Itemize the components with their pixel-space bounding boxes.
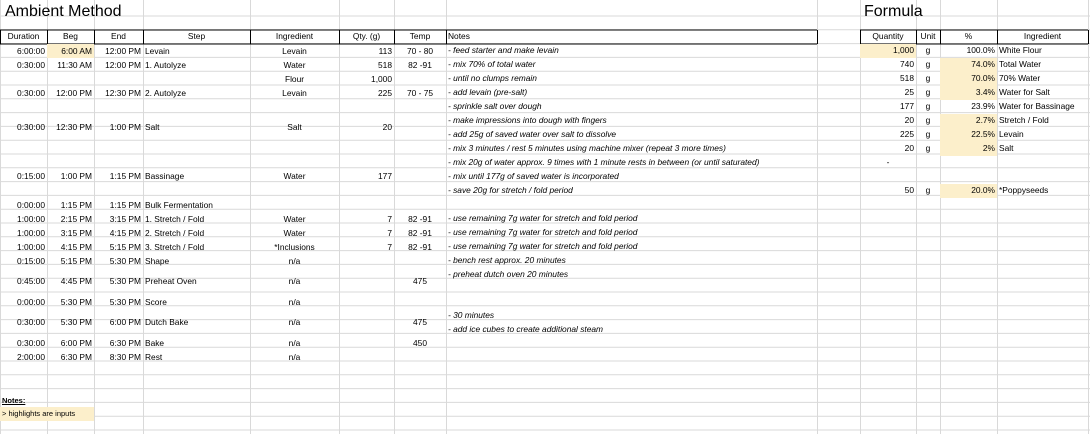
- ingredient-cell[interactable]: Salt: [287, 122, 302, 132]
- beg-cell[interactable]: 6:00 PM: [60, 338, 92, 348]
- duration-cell[interactable]: 1:00:00: [17, 214, 45, 224]
- step-cell[interactable]: Salt: [145, 122, 160, 132]
- temp-cell[interactable]: [394, 100, 446, 155]
- note-cell[interactable]: - add 25g of saved water over salt to dissolve: [448, 129, 617, 139]
- duration-cell[interactable]: 2:00:00: [17, 352, 45, 362]
- formula-pct-cell[interactable]: 100.0%: [966, 45, 995, 55]
- temp-cell[interactable]: [394, 295, 446, 309]
- qty-cell[interactable]: [339, 295, 394, 309]
- ingredient-cell[interactable]: Water: [283, 60, 306, 70]
- temp-cell[interactable]: [394, 198, 446, 212]
- formula-quantity-cell[interactable]: -: [886, 157, 890, 167]
- formula-unit-cell[interactable]: [916, 156, 940, 170]
- duration-cell[interactable]: 0:30:00: [17, 338, 45, 348]
- beg-cell[interactable]: 1:00 PM: [60, 171, 92, 181]
- formula-quantity-cell[interactable]: 50: [904, 185, 914, 195]
- end-cell[interactable]: 5:30 PM: [109, 297, 141, 307]
- step-cell[interactable]: Bake: [145, 338, 165, 348]
- note-cell[interactable]: - preheat dutch oven 20 minutes: [448, 269, 569, 279]
- beg-cell[interactable]: 3:15 PM: [60, 228, 92, 238]
- note-cell[interactable]: - use remaining 7g water for stretch and fold period: [448, 241, 638, 251]
- duration-cell[interactable]: 0:15:00: [17, 171, 45, 181]
- ingredient-cell[interactable]: Water: [283, 228, 306, 238]
- duration-cell[interactable]: 0:45:00: [17, 276, 45, 286]
- end-cell[interactable]: 1:15 PM: [109, 171, 141, 181]
- beg-cell[interactable]: 1:15 PM: [60, 200, 92, 210]
- header-step: Step: [187, 31, 206, 41]
- formula-unit-cell[interactable]: g: [925, 185, 931, 195]
- qty-cell[interactable]: 7: [387, 228, 392, 238]
- qty-cell[interactable]: 225: [378, 88, 392, 98]
- formula-quantity-cell[interactable]: 518: [900, 73, 914, 83]
- end-cell[interactable]: 1:00 PM: [109, 122, 141, 132]
- qty-cell[interactable]: 7: [387, 214, 392, 224]
- temp-cell[interactable]: 82 -91: [408, 228, 432, 238]
- temp-cell[interactable]: 70 - 75: [406, 88, 434, 98]
- note-cell[interactable]: - use remaining 7g water for stretch and fold period: [448, 227, 638, 237]
- footer-highlight-note: > highlights are inputs: [0, 407, 94, 421]
- qty-cell[interactable]: [339, 268, 394, 295]
- note-cell[interactable]: - 30 minutes: [448, 310, 495, 320]
- note-cell[interactable]: - mix until 177g of saved water is incorporated: [448, 171, 619, 181]
- ingredient-cell[interactable]: n/a: [288, 297, 301, 307]
- duration-cell[interactable]: [0, 72, 47, 86]
- beg-cell[interactable]: 5:15 PM: [60, 256, 92, 266]
- header-pct: %: [964, 31, 973, 41]
- end-cell[interactable]: 6:30 PM: [109, 338, 141, 348]
- step-cell[interactable]: 2. Stretch / Fold: [145, 228, 205, 238]
- end-cell[interactable]: 12:00 PM: [105, 60, 141, 70]
- qty-cell[interactable]: [339, 350, 394, 364]
- note-cell[interactable]: - mix 20g of water approx. 9 times with 1 minute rests in between (or until saturated): [448, 157, 760, 167]
- formula-unit-cell[interactable]: g: [925, 73, 931, 83]
- formula-ingredient-cell[interactable]: Water for Bassinage: [999, 101, 1075, 111]
- duration-cell[interactable]: 0:00:00: [17, 297, 45, 307]
- method-title: Ambient Method: [5, 3, 122, 20]
- ingredient-cell[interactable]: Levain: [282, 88, 307, 98]
- ingredient-cell[interactable]: n/a: [288, 352, 301, 362]
- step-cell[interactable]: 3. Stretch / Fold: [145, 242, 205, 252]
- header-unit: Unit: [920, 31, 936, 41]
- formula-unit-cell[interactable]: g: [925, 143, 931, 153]
- step-cell[interactable]: Rest: [145, 352, 163, 362]
- qty-cell[interactable]: [339, 336, 394, 350]
- beg-cell[interactable]: 11:30 AM: [57, 60, 92, 70]
- formula-unit-cell[interactable]: g: [925, 59, 931, 69]
- beg-cell[interactable]: 4:45 PM: [60, 276, 92, 286]
- formula-pct-cell[interactable]: 70.0%: [940, 72, 997, 86]
- qty-cell[interactable]: [339, 254, 394, 268]
- formula-quantity-cell[interactable]: 177: [900, 101, 914, 111]
- ingredient-cell[interactable]: Water: [283, 214, 306, 224]
- header-ingredient: Ingredient: [275, 31, 314, 41]
- formula-ingredient-cell[interactable]: [997, 156, 1088, 170]
- formula-pct-cell[interactable]: 20.0%: [940, 184, 997, 198]
- end-cell[interactable]: [94, 72, 143, 86]
- header-end: End: [111, 31, 126, 41]
- beg-cell[interactable]: 5:30 PM: [60, 317, 92, 327]
- note-cell[interactable]: - save 20g for stretch / fold period: [448, 185, 573, 195]
- ingredient-cell[interactable]: Flour: [284, 74, 305, 84]
- duration-cell[interactable]: 0:30:00: [17, 122, 45, 132]
- formula-ingredient-cell[interactable]: Levain: [999, 129, 1024, 139]
- beg-cell[interactable]: 6:00 AM: [47, 44, 94, 58]
- step-cell[interactable]: Bulk Fermentation: [145, 200, 213, 210]
- ingredient-cell[interactable]: Levain: [282, 46, 307, 56]
- formula-pct-cell[interactable]: 2.7%: [940, 114, 997, 128]
- formula-pct-cell[interactable]: 22.5%: [940, 128, 997, 142]
- end-cell[interactable]: 5:30 PM: [109, 256, 141, 266]
- ingredient-cell[interactable]: n/a: [288, 256, 301, 266]
- temp-cell[interactable]: 70 - 80: [406, 46, 434, 56]
- temp-cell[interactable]: [394, 254, 446, 268]
- note-cell[interactable]: - sprinkle salt over dough: [448, 101, 542, 111]
- note-cell[interactable]: - mix 3 minutes / rest 5 minutes using machine mixer (repeat 3 more times): [448, 143, 726, 153]
- formula-ingredient-cell[interactable]: Salt: [999, 143, 1014, 153]
- end-cell[interactable]: 12:00 PM: [105, 46, 141, 56]
- formula-ingredient-cell[interactable]: Total Water: [999, 59, 1042, 69]
- qty-cell[interactable]: [339, 309, 394, 336]
- step-cell[interactable]: Score: [145, 297, 167, 307]
- note-cell[interactable]: - add levain (pre-salt): [448, 87, 528, 97]
- formula-pct-cell[interactable]: [940, 156, 997, 170]
- temp-cell[interactable]: [394, 72, 446, 86]
- ingredient-cell[interactable]: n/a: [288, 317, 301, 327]
- end-cell[interactable]: 6:00 PM: [109, 317, 141, 327]
- header-notes: Notes: [448, 31, 470, 41]
- note-cell[interactable]: - add ice cubes to create additional steam: [448, 324, 604, 334]
- step-cell[interactable]: Levain: [145, 46, 170, 56]
- ingredient-cell[interactable]: Water: [283, 171, 306, 181]
- formula-ingredient-cell[interactable]: Stretch / Fold: [999, 115, 1049, 125]
- formula-title: Formula: [864, 3, 923, 20]
- duration-cell[interactable]: 0:30:00: [17, 88, 45, 98]
- qty-cell[interactable]: 1,000: [371, 74, 392, 84]
- step-cell[interactable]: [143, 72, 250, 86]
- header-formula-ingredient: Ingredient: [1023, 31, 1062, 41]
- beg-cell[interactable]: 4:15 PM: [60, 242, 92, 252]
- temp-cell[interactable]: 450: [413, 338, 427, 348]
- qty-cell[interactable]: 20: [382, 122, 392, 132]
- formula-pct-cell[interactable]: 74.0%: [940, 58, 997, 72]
- end-cell[interactable]: 4:15 PM: [109, 228, 141, 238]
- formula-pct-cell[interactable]: 23.9%: [971, 101, 995, 111]
- step-cell[interactable]: Preheat Oven: [145, 276, 197, 286]
- step-cell[interactable]: Bassinage: [145, 171, 185, 181]
- note-cell[interactable]: - use remaining 7g water for stretch and fold period: [448, 213, 638, 223]
- duration-cell[interactable]: 1:00:00: [17, 228, 45, 238]
- header-quantity: Quantity: [872, 31, 904, 41]
- temp-cell[interactable]: 82 -91: [408, 214, 432, 224]
- beg-cell[interactable]: 6:30 PM: [60, 352, 92, 362]
- temp-cell[interactable]: 82 -91: [408, 60, 432, 70]
- header-duration: Duration: [7, 31, 40, 41]
- qty-cell[interactable]: 518: [378, 60, 392, 70]
- end-cell[interactable]: 1:15 PM: [109, 200, 141, 210]
- temp-cell[interactable]: 475: [413, 317, 427, 327]
- ingredient-cell[interactable]: n/a: [288, 338, 301, 348]
- header-qty: Qty. (g): [352, 31, 381, 41]
- note-cell[interactable]: - until no clumps remain: [448, 73, 537, 83]
- temp-cell[interactable]: 475: [413, 276, 427, 286]
- formula-ingredient-cell[interactable]: Water for Salt: [999, 87, 1050, 97]
- duration-cell[interactable]: 0:00:00: [17, 200, 45, 210]
- footer-notes-label: Notes:: [2, 396, 26, 405]
- formula-pct-cell[interactable]: 3.4%: [940, 86, 997, 100]
- beg-cell[interactable]: [47, 72, 94, 86]
- note-cell[interactable]: - make impressions into dough with fingers: [448, 115, 607, 125]
- temp-cell[interactable]: [394, 350, 446, 364]
- formula-quantity-cell[interactable]: 25: [904, 87, 914, 97]
- formula-ingredient-cell[interactable]: *Poppyseeds: [999, 185, 1049, 195]
- end-cell[interactable]: 12:30 PM: [105, 88, 141, 98]
- end-cell[interactable]: 3:15 PM: [109, 214, 141, 224]
- formula-ingredient-cell[interactable]: 70% Water: [999, 73, 1041, 83]
- note-cell[interactable]: - mix 70% of total water: [448, 59, 536, 69]
- duration-cell[interactable]: 6:00:00: [17, 46, 45, 56]
- duration-cell[interactable]: 0:30:00: [17, 317, 45, 327]
- formula-quantity-cell[interactable]: 1,000: [860, 44, 916, 58]
- formula-quantity-cell[interactable]: 20: [904, 115, 914, 125]
- formula-unit-cell[interactable]: g: [925, 129, 931, 139]
- qty-cell[interactable]: 113: [378, 46, 392, 56]
- end-cell[interactable]: 5:15 PM: [109, 242, 141, 252]
- formula-unit-cell[interactable]: g: [925, 101, 931, 111]
- beg-cell[interactable]: 2:15 PM: [60, 214, 92, 224]
- formula-unit-cell[interactable]: [916, 170, 940, 184]
- qty-cell[interactable]: 177: [378, 171, 392, 181]
- duration-cell[interactable]: 0:15:00: [17, 256, 45, 266]
- header-temp: Temp: [409, 31, 431, 41]
- formula-ingredient-cell[interactable]: White Flour: [999, 45, 1042, 55]
- step-cell[interactable]: 1. Autolyze: [145, 60, 186, 70]
- formula-unit-cell[interactable]: g: [925, 115, 931, 125]
- step-cell[interactable]: 1. Stretch / Fold: [145, 214, 205, 224]
- formula-quantity-cell[interactable]: 740: [900, 59, 914, 69]
- ingredient-cell[interactable]: [250, 198, 339, 212]
- ingredient-cell[interactable]: n/a: [288, 276, 301, 286]
- end-cell[interactable]: 8:30 PM: [109, 352, 141, 362]
- qty-cell[interactable]: 7: [387, 242, 392, 252]
- end-cell[interactable]: 5:30 PM: [109, 276, 141, 286]
- beg-cell[interactable]: 12:30 PM: [56, 122, 92, 132]
- formula-ingredient-cell[interactable]: [997, 170, 1088, 184]
- ingredient-cell[interactable]: *Inclusions: [274, 242, 315, 252]
- temp-cell[interactable]: 82 -91: [408, 242, 432, 252]
- beg-cell[interactable]: 12:00 PM: [56, 88, 92, 98]
- formula-unit-cell[interactable]: g: [925, 87, 931, 97]
- note-cell[interactable]: - feed starter and make levain: [448, 45, 559, 55]
- beg-cell[interactable]: 5:30 PM: [60, 297, 92, 307]
- formula-pct-cell[interactable]: [940, 170, 997, 184]
- formula-quantity-cell[interactable]: 20: [904, 143, 914, 153]
- temp-cell[interactable]: [394, 155, 446, 198]
- note-cell[interactable]: - bench rest approx. 20 minutes: [448, 255, 566, 265]
- qty-cell[interactable]: [339, 198, 394, 212]
- header-beg: Beg: [63, 31, 78, 41]
- formula-quantity-cell[interactable]: 225: [900, 129, 914, 139]
- step-cell[interactable]: Shape: [145, 256, 170, 266]
- step-cell[interactable]: Dutch Bake: [145, 317, 189, 327]
- formula-pct-cell[interactable]: 2%: [940, 142, 997, 156]
- formula-quantity-cell[interactable]: [860, 170, 916, 184]
- formula-unit-cell[interactable]: g: [925, 45, 931, 55]
- duration-cell[interactable]: 1:00:00: [17, 242, 45, 252]
- step-cell[interactable]: 2. Autolyze: [145, 88, 186, 98]
- duration-cell[interactable]: 0:30:00: [17, 60, 45, 70]
